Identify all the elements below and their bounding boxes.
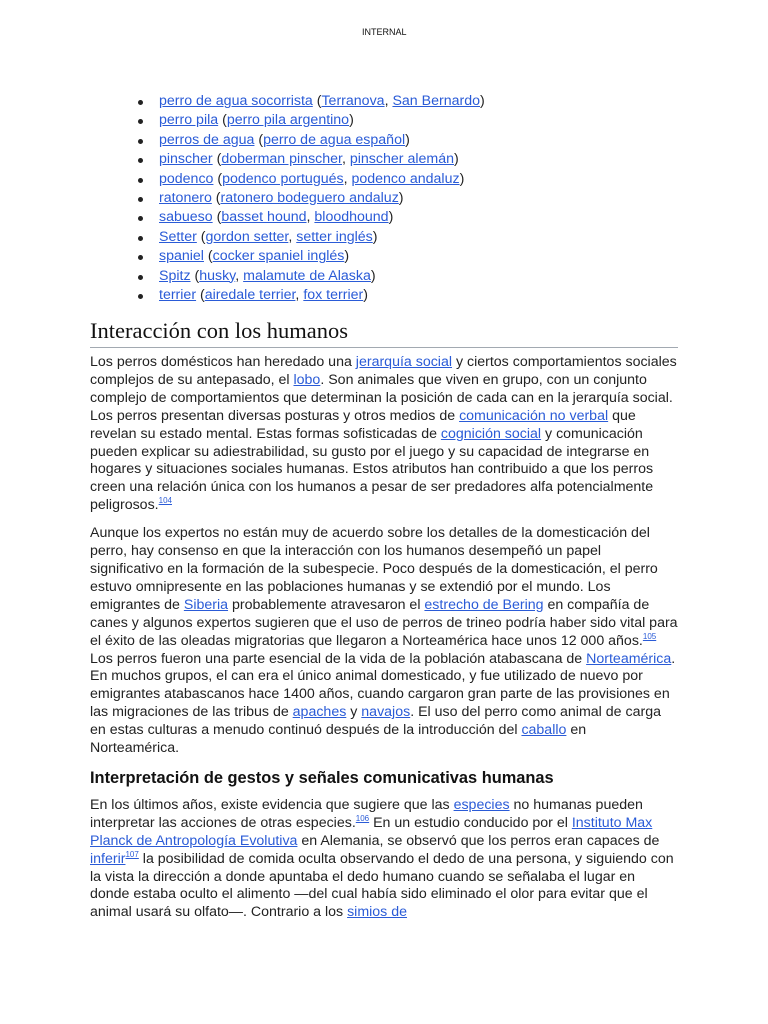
reference-107[interactable]: 107 xyxy=(125,849,139,859)
breed-list-item: pinscher (doberman pinscher, pinscher alemán) xyxy=(132,150,485,169)
section-heading-interpretacion: Interpretación de gestos y señales comunicativas humanas xyxy=(90,768,554,787)
breed-list-item: Setter (gordon setter, setter inglés) xyxy=(132,228,485,247)
link-instituto-max-planck[interactable]: Instituto Max Planck de Antropología Evolutiva xyxy=(90,814,653,849)
breed-list-item: terrier (airedale terrier, fox terrier) xyxy=(132,286,485,305)
link-estrecho-de-bering[interactable]: estrecho de Bering xyxy=(424,596,544,613)
link-especies[interactable]: especies xyxy=(453,796,510,813)
link-norteamerica[interactable]: Norteamérica xyxy=(586,650,672,667)
breed-link[interactable]: sabueso xyxy=(159,209,213,226)
internal-classification-label: INTERNAL xyxy=(362,27,407,37)
breed-list-item: sabueso (basset hound, bloodhound) xyxy=(132,208,485,227)
breed-link[interactable]: ratonero xyxy=(159,190,212,207)
breed-example-link[interactable]: podenco andaluz xyxy=(351,170,460,187)
paragraph-social-hierarchy: Los perros domésticos han heredado una jerarquía social y ciertos comportamientos sociales complejos de su antepasado, el lobo. Son animales que viven en grupo, con un conjunto complejo de comportamientos que determinan la posición de cada can en la jerarquía social. Los perros presentan diversas posturas y otros medios de comunicación no verbal que revelan su estado mental. Estas formas sofisticadas de cognición social y comunicación pueden explicar su adiestrabilidad, su gusto por el juego y su capacidad de integrarse en hogares y situaciones sociales humanas. Estos atributos han contribuido a que los perros creen una relación única con los humanos a pesar de ser predadores alfa potencialmente peligrosos.$^{104}$ xyxy=(90,354,677,514)
paragraph-domestication: Aunque los expertos no están muy de acuerdo sobre los detalles de la domesticación del perro, hay consenso en que la interacción con los humanos desempeñó un papel significativo en la formación de la subespecie. Poco después de la domesticación, el perro estuvo omnipresente en las poblaciones humanas y se extendió por el mundo. Los emigrantes de Siberia probablemente atravesaron el estrecho de Bering en compañía de canes y algunos expertos sugieren que el uso de perros de trineo podría haber sido vital para el éxito de las oleadas migratorias que llegaron a Norteamérica hace unos 12 000 años.$^{105}$ Los perros fueron una parte esencial de la vida de la población atabascana de Norteamérica. En muchos grupos, el can era el único animal domesticado, y fue utilizado de nuevo por emigrantes atabascanos hace 1400 años, cuando cargaron gran parte de las provisiones en las migraciones de las tribus de apaches y navajos. El uso del perro como animal de carga en estas culturas a menudo continuó después de la introducción del caballo en Norteamérica. xyxy=(90,525,678,757)
breed-example-link[interactable]: basset hound xyxy=(221,209,307,226)
breed-example-link[interactable]: gordon setter xyxy=(205,228,289,245)
breed-link[interactable]: terrier xyxy=(159,287,197,304)
breed-example-link[interactable]: ratonero bodeguero andaluz xyxy=(220,190,399,207)
breed-link[interactable]: Spitz xyxy=(159,267,191,284)
link-apaches[interactable]: apaches xyxy=(292,704,347,721)
breed-example-link[interactable]: perro de agua español xyxy=(263,131,406,148)
link-comunicacion-no-verbal[interactable]: comunicación no verbal xyxy=(459,407,609,424)
reference-104[interactable]: 104 xyxy=(158,496,172,506)
article-content xyxy=(90,316,678,932)
breed-example-link[interactable]: cocker spaniel inglés xyxy=(212,248,345,265)
breed-link[interactable]: perros de agua xyxy=(159,131,255,148)
breed-list-item: perro pila (perro pila argentino) xyxy=(132,111,485,130)
breed-example-link[interactable]: airedale terrier xyxy=(204,287,296,304)
breed-example-link[interactable]: bloodhound xyxy=(314,209,389,226)
reference-106[interactable]: 106 xyxy=(355,813,370,823)
link-inferir[interactable]: inferir xyxy=(90,850,126,867)
breed-example-link[interactable]: setter inglés xyxy=(296,228,373,245)
breed-example-link[interactable]: Terranova xyxy=(321,93,385,109)
breed-example-link[interactable]: perro pila argentino xyxy=(226,112,350,129)
link-caballo[interactable]: caballo xyxy=(521,722,567,739)
breed-example-link[interactable]: San Bernardo xyxy=(392,93,481,109)
link-cognicion-social[interactable]: cognición social xyxy=(440,425,542,442)
breed-list-item: Spitz (husky, malamute de Alaska) xyxy=(132,267,485,286)
link-simios[interactable]: simios de xyxy=(347,904,408,921)
breed-link[interactable]: perro de agua socorrista xyxy=(159,93,313,109)
breed-list-item: perros de agua (perro de agua español) xyxy=(132,131,485,150)
breed-link[interactable]: perro pila xyxy=(159,112,219,129)
breed-list-item: perro de agua socorrista (Terranova, San Bernardo) xyxy=(132,92,485,111)
paragraph-gesture-interpretation: En los últimos años, existe evidencia que sugiere que las especies no humanas pueden interpretar las acciones de otras especies.$^{106}$ En un estudio conducido por el Instituto Max Planck de Antropología Evolutiva en Alemania, se observó que los perros eran capaces de inferir$^{107}$ la posibilidad de comida oculta observando el dedo de una persona, y siguiendo con la vista la dirección a donde apuntaba el dedo humano cuando se señalaba el lugar en donde estaba oculto el alimento —del cual había sido eliminado el olor para evitar que el animal usará su olfato—. Contrario a los simios de xyxy=(90,796,674,921)
breed-example-link[interactable]: podenco portugués xyxy=(222,170,344,187)
breed-list-item: ratonero (ratonero bodeguero andaluz) xyxy=(132,189,485,208)
link-siberia[interactable]: Siberia xyxy=(183,596,229,613)
breed-example-link[interactable]: malamute de Alaska xyxy=(243,267,371,284)
breed-link[interactable]: podenco xyxy=(159,170,214,187)
link-navajos[interactable]: navajos xyxy=(361,704,411,721)
breed-example-link[interactable]: doberman pinscher xyxy=(221,151,342,168)
breed-example-link[interactable]: pinscher alemán xyxy=(349,151,454,168)
link-lobo[interactable]: lobo xyxy=(293,371,321,388)
breed-list-item: spaniel (cocker spaniel inglés) xyxy=(132,247,485,266)
breed-example-link[interactable]: husky xyxy=(199,267,236,284)
link-jerarquia-social[interactable]: jerarquía social xyxy=(355,354,453,370)
breed-link[interactable]: Setter xyxy=(159,228,197,245)
reference-105[interactable]: 105 xyxy=(642,631,657,641)
breed-list-item: podenco (podenco portugués, podenco andaluz) xyxy=(132,170,485,189)
breed-example-link[interactable]: fox terrier xyxy=(303,287,364,304)
breed-link[interactable]: pinscher xyxy=(159,151,213,168)
section-heading-interaccion: Interacción con los humanos xyxy=(90,316,678,348)
breed-link[interactable]: spaniel xyxy=(159,248,204,265)
dog-breed-list xyxy=(132,92,485,305)
